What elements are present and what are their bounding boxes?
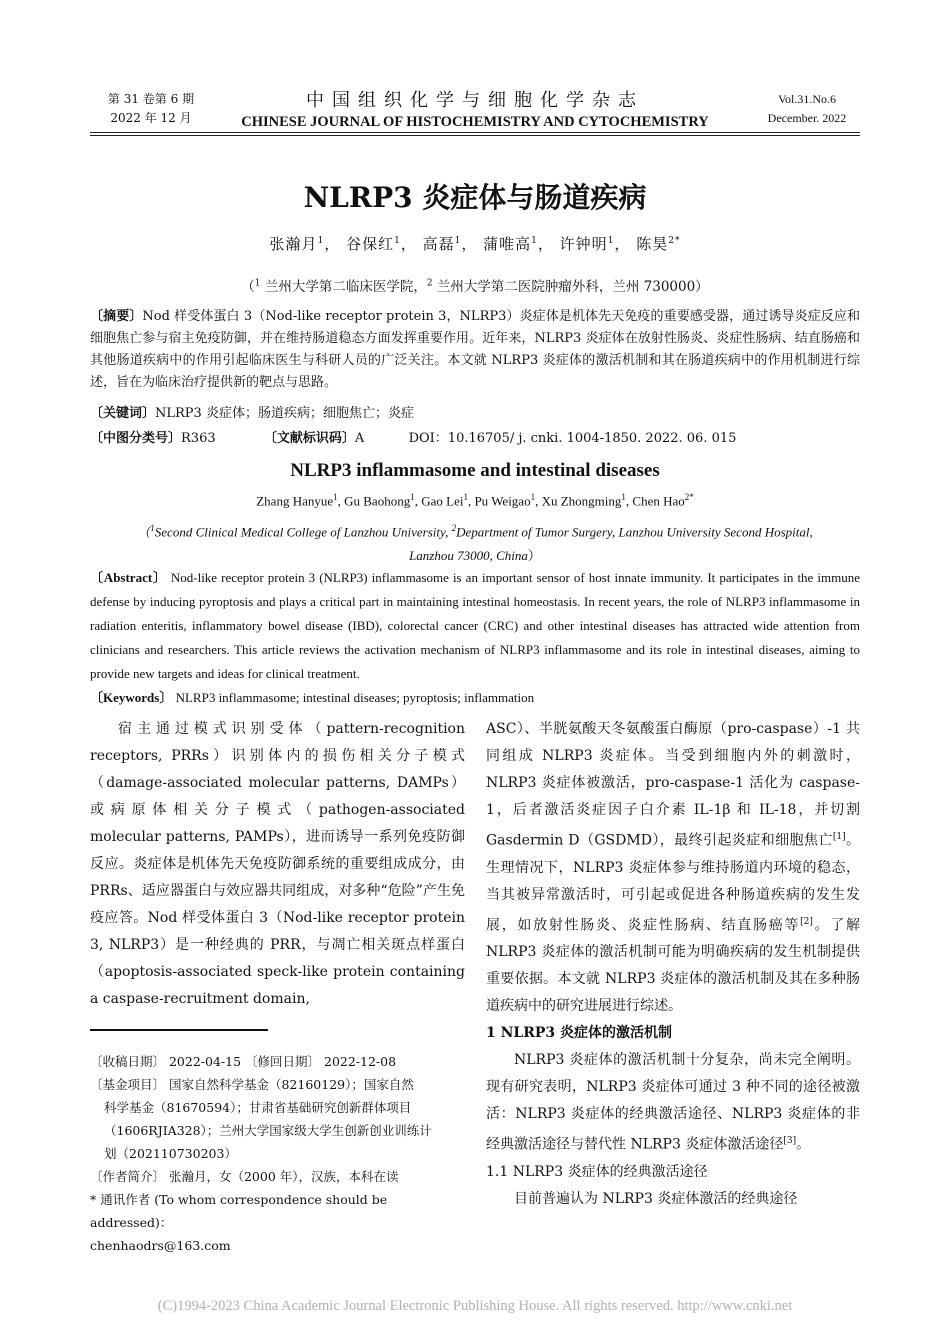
footnote-fund-cont: （1606RJIA328）；兰州大学国家级大学生创新创业训练计 — [104, 1123, 432, 1138]
author-en: Chen Hao — [632, 493, 685, 509]
author-en: Gu Baohong — [344, 493, 411, 509]
footnote-email: chenhaodrs@163.com — [90, 1238, 231, 1253]
author-sup: 1 — [463, 492, 468, 502]
author-sup: 2* — [684, 492, 694, 502]
body-text: ASC）、半胱氨酸天冬氨酸蛋白酶原（pro-caspase）-1 共同组成 NLRP3 炎症体。当受到细胞内外的刺激时，NLRP3 炎症体被激活，pro-caspase-1 活化为 caspase-1，后者激活炎症因子白介素 IL-1β 和 IL-18，并切割 Gasdermin D（GSDMD），最终引起炎症和细胞焦亡 — [486, 721, 860, 849]
journal-title-cn: 中国组织化学与细胞化学杂志 — [306, 90, 644, 111]
section-heading-1-1: 1.1 NLRP3 炎症体的经典激活途径 — [486, 1163, 708, 1180]
copyright-footer: (C)1994-2023 China Academic Journal Electronic Publishing House. All rights reserved. http://www.cnki.net — [157, 1298, 793, 1314]
citation: [3] — [783, 1136, 797, 1147]
affil-en-sup: 1 — [150, 523, 155, 533]
author-en: Gao Lei — [421, 493, 464, 509]
keywords-cn — [90, 403, 860, 425]
class-value: R363 — [181, 431, 216, 446]
author-sup: 1 — [410, 492, 415, 502]
abstract-text: Nod 样受体蛋白 3（Nod-like receptor protein 3，NLRP3）炎症体是机体先天免疫的重要感受器，通过诱导炎症反应和细胞焦亡参与宿主免疫防御，并在维持肠道稳态方面发挥重要作用。近年来，NLRP3 炎症体在放射性肠炎、炎症性肠病、结直肠癌和其他肠道疾病中的作用引起临床医生与科研人员的广泛关注。本文就 NLRP3 炎症体的激活机制和其在肠道疾病中的作用机制进行综述，旨在为临床治疗提供新的靶点与思路。 — [90, 309, 860, 390]
body-paragraph — [486, 1047, 860, 1159]
author-sup: 1 — [454, 236, 462, 246]
affil-en-city: Lanzhou 73000, China — [409, 548, 528, 564]
citation: [2] — [800, 916, 813, 927]
keywords-en-label: 〔Keywords〕 — [90, 690, 173, 705]
abstract-en — [90, 566, 860, 686]
section-heading-1: 1 NLRP3 炎症体的激活机制 — [486, 1025, 673, 1042]
journal-title-en: CHINESE JOURNAL OF HISTOCHEMISTRY AND CYTOCHEMISTRY — [241, 114, 709, 130]
footnote-fund: 〔基金项目〕 国家自然科学基金（82160129）；国家自然 — [90, 1077, 414, 1092]
affil-en-close: ） — [527, 548, 541, 564]
journal-title — [210, 86, 740, 131]
header-date-cn: 2022 年 12 月 — [110, 111, 192, 125]
author-sup: 1 — [607, 236, 615, 246]
author: 高磊 — [422, 235, 455, 253]
body-text: 。生理情况下，NLRP3 炎症体参与维持肠道内环境的稳态，当其被异常激活时，可引起或促进各种肠道疾病的发生发展，如放射性肠炎、炎症性肠病、结直肠癌等 — [486, 832, 860, 934]
affil-text: 兰州大学第二医院肿瘤外科，兰州 730000） — [432, 279, 709, 295]
affil-en-text: Second Clinical Medical College of Lanzhou University, — [154, 524, 452, 540]
author-sup: 1 — [531, 236, 538, 246]
header-rule-2 — [90, 135, 860, 136]
body-column-left — [90, 716, 465, 1013]
author-sup: 1 — [621, 492, 626, 502]
author-sup: 2* — [668, 236, 681, 246]
affil-en-line1 — [90, 516, 860, 544]
citation: [1] — [832, 832, 846, 842]
author-en: Zhang Hanyue — [256, 493, 334, 509]
author-sup: 1 — [394, 236, 401, 246]
footnote-received: 〔收稿日期〕 2022-04-15 〔修回日期〕 2022-12-08 — [90, 1054, 397, 1069]
affil-sup: 1 — [254, 278, 261, 289]
author-en: Xu Zhongming — [541, 493, 622, 509]
author-sup: 1 — [317, 236, 325, 246]
author-list-en: Zhang Hanyue$^1$, Gu Baohong$^1$, Gao Lei$^1$, Pu Weigao$^1$, Xu Zhongming$^1$, Chen Hao$^{2*}$ — [256, 492, 694, 509]
body-text: 。 — [796, 1136, 811, 1153]
body-paragraph — [486, 716, 860, 1020]
author: 张瀚月 — [269, 235, 318, 253]
author-en: Pu Weigao — [474, 493, 531, 509]
abstract-en-text: Nod-like receptor protein 3 (NLRP3) inflammasome is an important sensor of host innate immunity. It participates in the immune defense by inducing pyroptosis and plays a critical part in maintaining intestinal homeostasis. In recent years, the role of NLRP3 inflammasome in radiation enteritis, inflammatory bowel disease (IBD), colorectal cancer (CRC) and other intestinal diseases has attracted wide attention from clinicians and researchers. This article reviews the activation mechanism of NLRP3 inflammasome and its role in intestinal diseases, aiming to provide new targets and ideas for clinical treatment. — [90, 570, 860, 681]
header-date-en: December. 2022 — [767, 111, 847, 125]
keywords-en-text: NLRP3 inflammasome; intestinal diseases; pyroptosis; inflammation — [175, 690, 535, 705]
abstract-en-label: 〔Abstract〕 — [90, 570, 167, 585]
author: 蒲唯高 — [483, 235, 532, 253]
body-paragraph: 目前普遍认为 NLRP3 炎症体激活的经典途径 — [514, 1190, 798, 1207]
affil-sup: 2 — [426, 278, 433, 289]
author-sup: 1 — [530, 492, 536, 502]
body-text: 。了解 NLRP3 炎症体的激活机制可能为明确疾病的发生机制提供重要依据。本文就 NLRP3 炎症体的激活机制及其在多种肠道疾病中的研究进展进行综述。 — [486, 917, 861, 1015]
author: 陈昊 — [636, 235, 669, 253]
author: 许钟明 — [559, 235, 608, 253]
author-sup: 1 — [333, 492, 338, 502]
body-text: NLRP3 炎症体的激活机制十分复杂，尚未完全阐明。现有研究表明，NLRP3 炎症体可通过 3 种不同的途径被激活：NLRP3 炎症体的经典激活途径、NLRP3 炎症体的非经典激活途径与替代性 NLRP3 炎症体激活途径 — [486, 1052, 860, 1153]
author: 谷保红 — [346, 235, 395, 253]
footnote-fund-cont: 科学基金（81670594）；甘肃省基础研究创新群体项目 — [104, 1100, 412, 1115]
keywords-label: 〔关键词〕 — [90, 406, 156, 421]
header-rule — [90, 132, 860, 133]
footnotes — [90, 1050, 465, 1257]
affil-en-line2 — [90, 544, 860, 568]
affil-en-open: （ — [137, 524, 151, 540]
abstract-label: 〔摘要〕 — [90, 309, 143, 324]
body-paragraph: 宿主通过模式识别受体（pattern-recognition receptors, PRRs）识别体内的损伤相关分子模式（damage-associated molecular patterns, DAMPs）或病原体相关分子模式（pathogen-associated molecular patterns, PAMPs），进而诱导一系列免疫防御反应。炎症体是机体先天免疫防御系统的重要组成成分，由 PRRs、适应器蛋白与效应器共同组成，对多种“危险”产生免疫应答。Nod 样受体蛋白 3（Nod-like receptor protein 3, NLRP3）是一种经典的 PRR，与凋亡相关斑点样蛋白（apoptosis-associated speck-like protein containing a caspase-recruitment domain, — [90, 721, 465, 1007]
affil-en-sup: 2 — [451, 523, 457, 533]
affiliation-en — [90, 516, 860, 568]
body-column-right — [486, 716, 860, 1213]
keywords-text: NLRP3 炎症体；肠道疾病；细胞焦亡；炎症 — [155, 406, 414, 421]
doc-label: 〔文献标识码〕 — [263, 431, 355, 446]
article-title: NLRP3 炎症体与肠道疾病 — [303, 181, 647, 214]
header-issue-cn — [96, 90, 206, 128]
footnote-rule — [90, 1029, 268, 1031]
header-volume-en: Vol.31.No.6 — [777, 92, 837, 106]
affil-open: （ — [241, 279, 255, 295]
affil-text: 兰州大学第二临床医学院， — [260, 279, 427, 295]
doc-value: A — [354, 431, 365, 446]
class-label: 〔中图分类号〕 — [90, 431, 182, 446]
affil-en-text: Department of Tumor Surgery, Lanzhou University Second Hospital, — [456, 524, 813, 540]
footnote-fund-cont: 划（202110730203） — [104, 1146, 237, 1161]
classification-line — [90, 428, 860, 450]
footnote-author: 〔作者简介〕 张瀚月，女（2000 年），汉族，本科在读 — [90, 1169, 399, 1184]
article-title-en: NLRP3 inflammasome and intestinal diseases — [290, 460, 660, 481]
doi: DOI：10.16705/ j. cnki. 1004-1850. 2022. 06. 015 — [408, 431, 737, 446]
footnote-corresponding: * 通讯作者 (To whom correspondence should be addressed)： — [90, 1192, 388, 1230]
header-volume-cn: 第 31 卷第 6 期 — [107, 92, 195, 106]
header-issue-en — [752, 90, 862, 128]
author-list-cn: 张瀚月$^1$， 谷保红$^1$， 高磊$^1$， 蒲唯高$^1$， 许钟明$^1$， 陈昊$^{2*}$ — [269, 235, 681, 253]
abstract-cn — [90, 306, 860, 394]
keywords-en — [90, 686, 860, 710]
affiliation-cn — [90, 275, 860, 295]
